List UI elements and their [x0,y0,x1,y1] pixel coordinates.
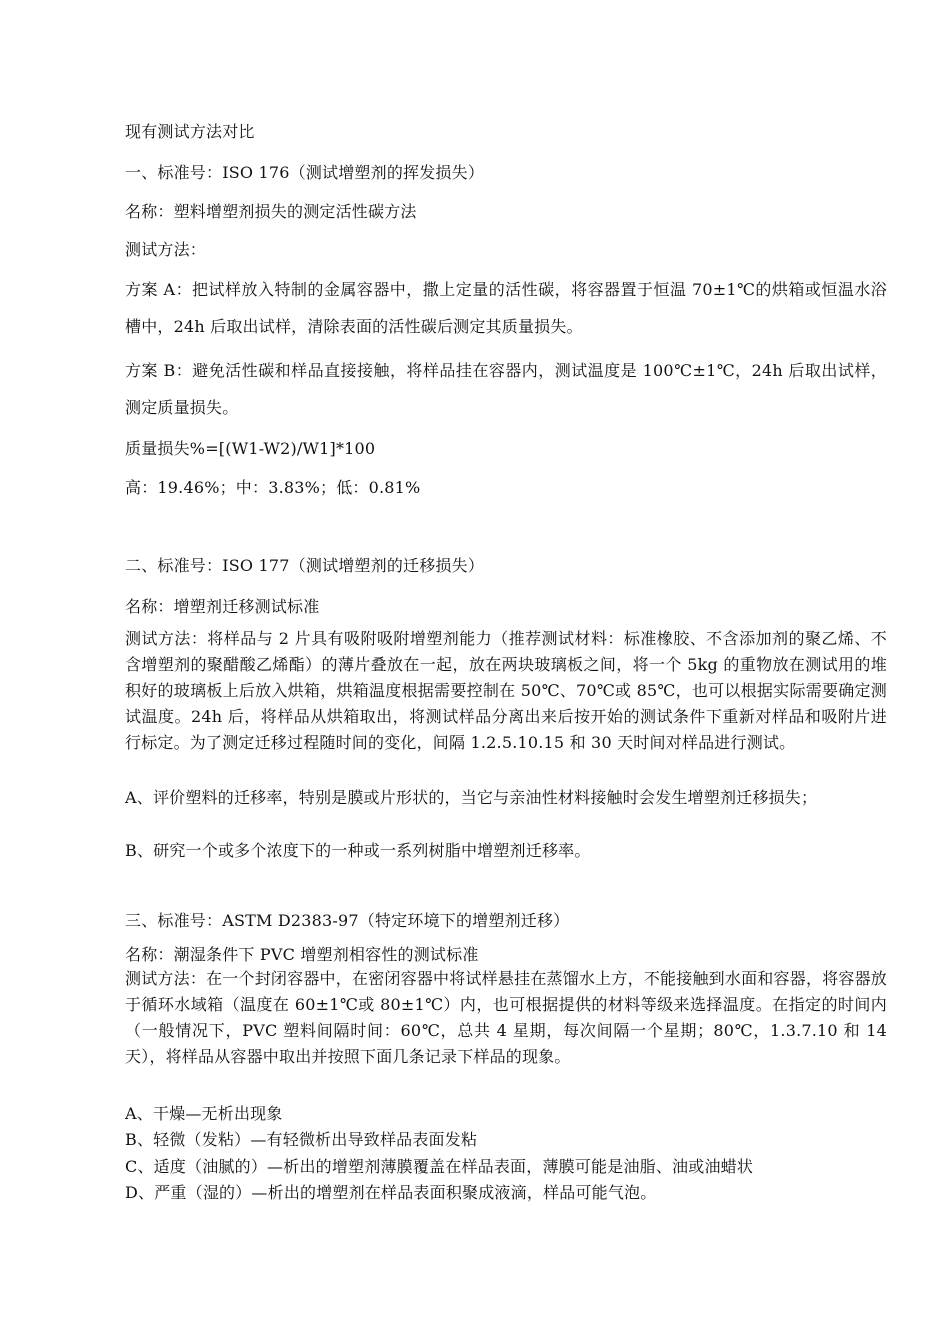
section1-method-label: 测试方法： [125,240,207,259]
section3-item-b: B、轻微（发粘）—有轻微析出导致样品表面发粘 [125,1130,478,1149]
section1-plan-a: 方案 A：把试样放入特制的金属容器中，撒上定量的活性碳，将容器置于恒温 70±1℃的烘箱或恒温水浴槽中，24h 后取出试样，清除表面的活性碳后测定其质量损失。 [125,280,887,336]
section3-item-c: C、适度（油腻的）—析出的增塑剂薄膜覆盖在样品表面，薄膜可能是油脂、油或油蜡状 [125,1157,754,1176]
section2-method: 测试方法：将样品与 2 片具有吸附吸附增塑剂能力（推荐测试材料：标准橡胶、不含添加剂的聚乙烯、不含增塑剂的聚醋酸乙烯酯）的薄片叠放在一起，放在两块玻璃板之间，将一个 5kg 的重物放在测试用的堆积好的玻璃板上后放入烘箱，烘箱温度根据需要控制在 50℃、70℃或 85℃，也可以根据实际需要确定测试温度。24h 后，将样品从烘箱取出，将测试样品分离出来后按开始的测试条件下重新对样品和吸附片进行标定。为了测定迁移过程随时间的变化，间隔 1.2.5.10.15 和 30 天时间对样品进行测试。 [125,629,887,752]
section3-item-d: D、严重（湿的）—析出的增塑剂在样品表面积聚成液滴，样品可能气泡。 [125,1183,657,1202]
section3-heading: 三、标准号：ASTM D2383-97（特定环境下的增塑剂迁移） [125,911,570,930]
section1-results: 高：19.46%；中：3.83%；低：0.81% [125,478,421,497]
section2-item-b: B、研究一个或多个浓度下的一种或一系列树脂中增塑剂迁移率。 [125,841,591,860]
section1-heading: 一、标准号：ISO 176（测试增塑剂的挥发损失） [125,163,485,182]
section2-name: 名称：增塑剂迁移测试标准 [125,597,320,616]
document-title: 现有测试方法对比 [125,122,255,141]
section1-formula: 质量损失%=[(W1-W2)/W1]*100 [125,439,376,458]
section2-heading: 二、标准号：ISO 177（测试增塑剂的迁移损失） [125,556,485,575]
section1-name: 名称：塑料增塑剂损失的测定活性碳方法 [125,202,417,221]
section3-name: 名称：潮湿条件下 PVC 增塑剂相容性的测试标准 [125,945,479,964]
section1-plan-b: 方案 B：避免活性碳和样品直接接触，将样品挂在容器内，测试温度是 100℃±1℃，24h 后取出试样，测定质量损失。 [125,361,887,417]
section3-item-a: A、干燥—无析出现象 [125,1104,283,1123]
section2-item-a: A、评价塑料的迁移率，特别是膜或片形状的，当它与亲油性材料接触时会发生增塑剂迁移损失； [125,788,818,807]
section3-method: 测试方法：在一个封闭容器中，在密闭容器中将试样悬挂在蒸馏水上方，不能接触到水面和容器，将容器放于循环水域箱（温度在 60±1℃或 80±1℃）内，也可根据提供的材料等级来选择温度。在指定的时间内（一般情况下，PVC 塑料间隔时间：60℃，总共 4 星期，每次间隔一个星期；80℃，1.3.7.10 和 14 天），将样品从容器中取出并按照下面几条记录下样品的现象。 [125,969,887,1066]
